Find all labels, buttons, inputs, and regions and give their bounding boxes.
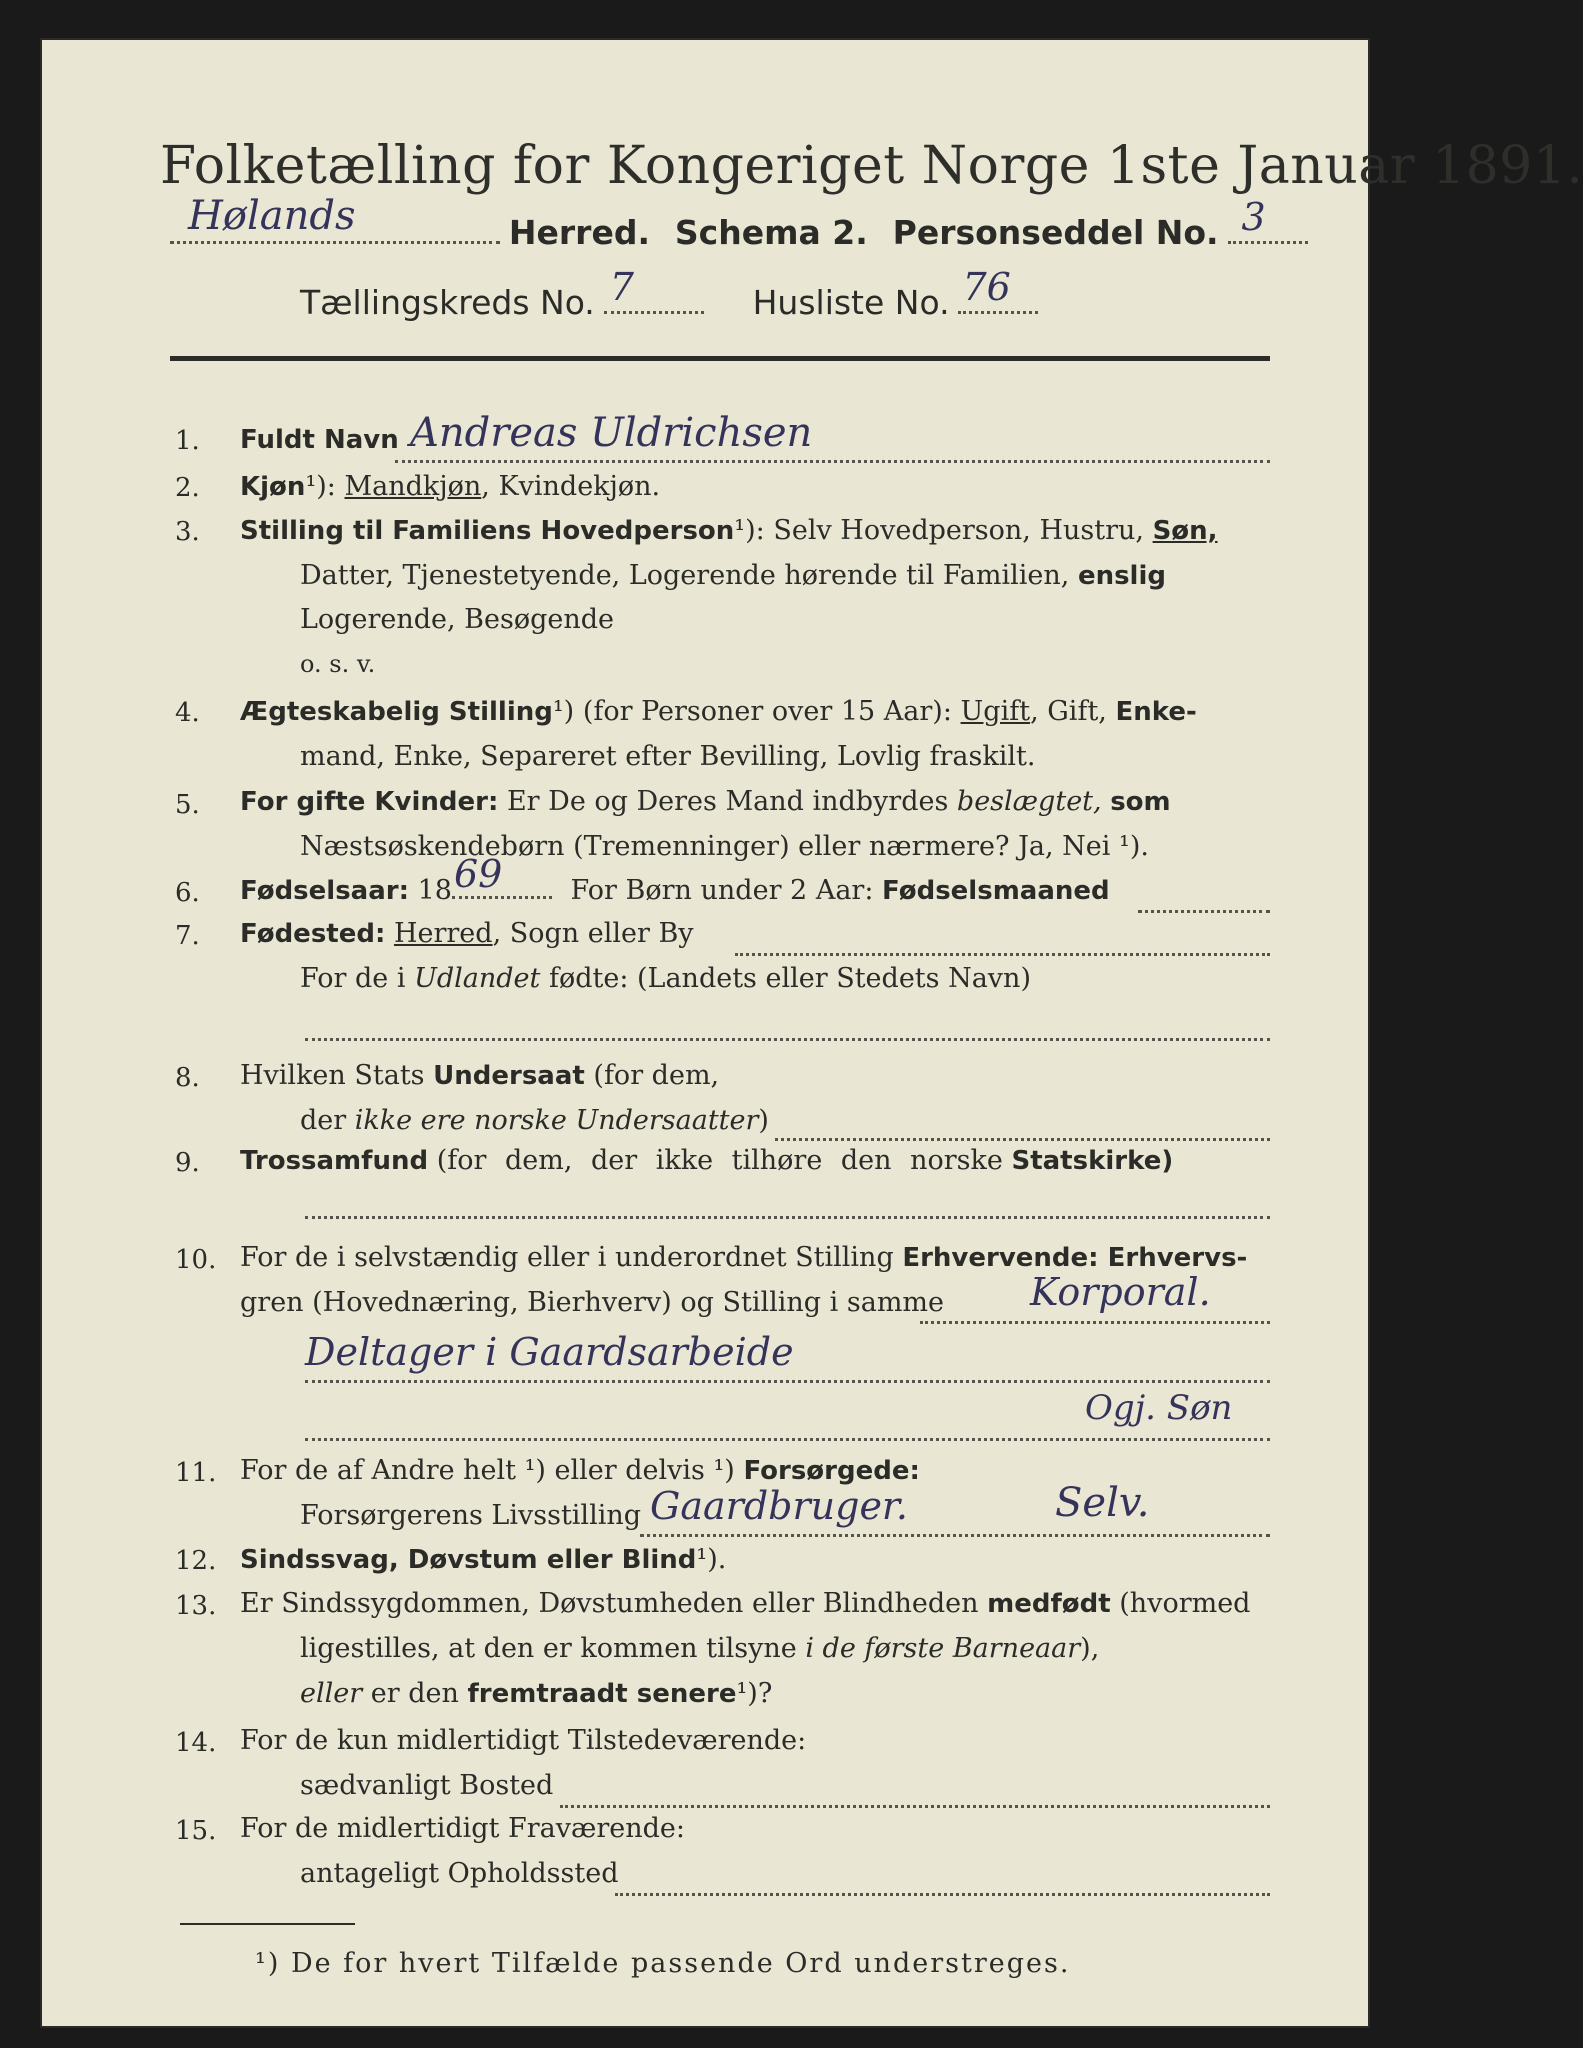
q8-line2 — [300, 1105, 769, 1136]
q13-number: 13. — [175, 1591, 217, 1621]
q10-handwriting-1: Korporal. — [1030, 1270, 1211, 1314]
husliste-field — [958, 265, 1038, 314]
footnote: ¹) De for hvert Tilfælde passende Ord understreges. — [255, 1948, 1071, 1979]
q3-options-2: Datter, Tjenestetyende, Logerende hørende til Familien, — [300, 560, 1070, 591]
q2-sup: ¹): — [305, 471, 336, 502]
form-title: Folketælling for Kongeriget Norge 1ste Januar 1891. — [160, 136, 1583, 196]
q13-sup: ¹)? — [736, 1678, 773, 1709]
q6-month-line — [1138, 910, 1270, 913]
q11-handwriting-1: Gaardbruger. — [650, 1484, 909, 1528]
q5-som: som — [1110, 787, 1171, 817]
herred-field — [170, 193, 500, 244]
q13-barneaar: i de første Barneaar — [805, 1633, 1081, 1664]
q4-line2: mand, Enke, Separeret efter Bevilling, Lovlig fraskilt. — [300, 741, 1036, 772]
q3-line4: o. s. v. — [300, 650, 376, 678]
q4-label: Ægteskabelig Stilling — [240, 697, 553, 727]
q10-erhvervende: Erhvervende: Erhvervs- — [902, 1243, 1248, 1273]
q13-ligestilles: ligestilles, at den er kommen tilsyne — [300, 1633, 797, 1664]
q13-line3 — [300, 1678, 772, 1709]
husliste-label: Husliste No. — [752, 283, 950, 322]
q7-rest: , Sogn eller By — [492, 918, 694, 949]
q7-line2 — [300, 963, 1031, 994]
q5-line2: Næstsøskendebørn (Tremenninger) eller nærmere? Ja, Nei ¹). — [300, 831, 1149, 862]
q13-line2 — [300, 1633, 1099, 1664]
q14-number: 14. — [175, 1728, 217, 1758]
q2-number: 2. — [175, 473, 200, 503]
q5-line1 — [240, 786, 1171, 817]
q6-century: 18 — [417, 875, 452, 906]
q10-answer-line-3 — [305, 1438, 1270, 1441]
q3-sup: ¹): — [734, 515, 765, 546]
q5-question: Er De og Deres Mand indbyrdes — [506, 786, 949, 817]
q7-label: Fødested: — [240, 919, 386, 949]
q7-udlandet: Udlandet — [414, 963, 541, 994]
q10-line2: gren (Hovednæring, Bierhverv) og Stilling i samme — [240, 1287, 945, 1318]
q8-close: ) — [758, 1105, 769, 1136]
q11-forsorgede: Forsørgede: — [743, 1456, 920, 1486]
q8-line1 — [240, 1060, 719, 1091]
q1-answer-handwriting: Andreas Uldrichsen — [410, 410, 813, 456]
q10-answer-line-2 — [305, 1380, 1270, 1383]
q13-question: Er Sindssygdommen, Døvstumheden eller Blindheden — [240, 1588, 979, 1619]
kreds-label: Tællingskreds No. — [300, 283, 595, 322]
q2-rest: , Kvindekjøn. — [481, 471, 661, 502]
q3-option-enslig: enslig — [1077, 561, 1166, 591]
q12-number: 12. — [175, 1546, 217, 1576]
q3-options-1: Selv Hovedperson, Hustru, — [773, 515, 1144, 546]
q9-answer-line — [305, 1216, 1270, 1219]
q7-option-herred: Herred — [393, 918, 493, 949]
q4-option-enke: Enke- — [1115, 697, 1197, 727]
q13-senere: fremtraadt senere — [467, 1679, 737, 1709]
personseddel-field — [1228, 195, 1308, 244]
q11-line1 — [240, 1455, 920, 1486]
q7-line1 — [240, 918, 694, 949]
q15-line1: For de midlertidigt Fraværende: — [240, 1813, 686, 1844]
q1-number: 1. — [175, 426, 200, 456]
q9-number: 9. — [175, 1148, 200, 1178]
q10-handwriting-3: Ogj. Søn — [1085, 1388, 1233, 1428]
q14-line1: For de kun midlertidigt Tilstedeværende: — [240, 1725, 807, 1756]
q10-answer-line-1 — [920, 1321, 1270, 1324]
q6-line — [240, 852, 1110, 906]
q12-sup: ¹). — [696, 1544, 727, 1575]
q11-number: 11. — [175, 1458, 217, 1488]
q5-beslaegtet: beslægtet, — [956, 786, 1102, 817]
q12-label: Sindssvag, Døvstum eller Blind — [240, 1545, 697, 1575]
census-form-sheet — [40, 38, 1583, 2028]
footnote-rule — [180, 1923, 355, 1925]
herred-handwriting: Hølands — [188, 193, 356, 239]
q1-answer-line — [395, 460, 1270, 463]
q8-not-norwegian: ikke ere norske Undersaatter — [354, 1105, 759, 1136]
q8-number: 8. — [175, 1063, 200, 1093]
q3-label: Stilling til Familiens Hovedperson — [240, 516, 735, 546]
q13-line1 — [240, 1588, 1250, 1619]
q6-fodselsmaaned: Fødselsmaaned — [882, 876, 1110, 906]
personseddel-label: Personseddel No. — [892, 213, 1219, 252]
q3-line2 — [300, 560, 1166, 591]
kreds-line — [300, 265, 1038, 322]
q15-line2: antageligt Opholdssted — [300, 1858, 619, 1889]
q11-answer-line — [640, 1534, 1270, 1537]
q3-line3: Logerende, Besøgende — [300, 604, 614, 635]
q4-number: 4. — [175, 698, 200, 728]
q8-answer-line — [775, 1138, 1270, 1141]
q7-abroad-line — [305, 1038, 1270, 1041]
q12-line — [240, 1544, 726, 1575]
q15-answer-line — [615, 1893, 1270, 1896]
q4-sup: ¹) — [552, 696, 575, 727]
kreds-field — [604, 265, 704, 314]
q7-number: 7. — [175, 921, 200, 951]
q9-label: Trossamfund — [240, 1146, 429, 1176]
q2-option-mandkjon: Mandkjøn — [344, 471, 482, 502]
q10-line1 — [240, 1242, 1247, 1273]
q9-statskirke: Statskirke) — [1011, 1146, 1174, 1176]
q14-answer-line — [560, 1805, 1270, 1808]
q10-handwriting-2: Deltager i Gaardsarbeide — [305, 1330, 794, 1374]
q11-question: For de af Andre helt ¹) eller delvis ¹) — [240, 1455, 735, 1486]
q15-number: 15. — [175, 1816, 217, 1846]
q13-hvormed: (hvormed — [1119, 1588, 1251, 1619]
q6-label: Fødselsaar: — [240, 876, 409, 906]
q13-close: ), — [1080, 1633, 1100, 1664]
q10-question: For de i selvstændig eller i underordnet Stilling — [240, 1242, 894, 1273]
q5-number: 5. — [175, 790, 200, 820]
q2-label: Kjøn — [240, 472, 306, 502]
q1-label: Fuldt Navn — [240, 425, 399, 455]
q3-number: 3. — [175, 517, 200, 547]
q3-option-son: Søn, — [1152, 516, 1218, 546]
q4-option-gift: , Gift, — [1030, 696, 1107, 727]
q6-year-handwriting: 69 — [453, 852, 503, 896]
herred-label: Herred. — [508, 213, 650, 252]
q11-line2: Forsørgerens Livsstilling — [300, 1500, 642, 1531]
q3-line1 — [240, 515, 1218, 546]
q7-abroad-a: For de i — [300, 963, 406, 994]
q10-number: 10. — [175, 1245, 217, 1275]
personseddel-number: 3 — [1241, 195, 1266, 239]
q4-line1 — [240, 696, 1197, 727]
q14-line2: sædvanligt Bosted — [300, 1770, 554, 1801]
kreds-number: 7 — [609, 265, 634, 309]
q1-text — [240, 424, 399, 455]
q4-option-ugift: Ugift — [960, 696, 1031, 727]
q9-line1 — [240, 1145, 1173, 1176]
q11-handwriting-2: Selv. — [1055, 1480, 1150, 1526]
q8-undersaat: Undersaat — [433, 1061, 585, 1091]
schema-label: Schema 2. — [674, 213, 868, 252]
q13-eller: eller — [300, 1678, 363, 1709]
q8-label: Hvilken Stats — [240, 1060, 425, 1091]
q6-born-under-2: For Børn under 2 Aar: — [570, 875, 874, 906]
q13-er-den: er den — [370, 1678, 459, 1709]
q6-year-field — [452, 852, 552, 899]
q6-number: 6. — [175, 878, 200, 908]
q8-condition: (for dem, — [593, 1060, 720, 1091]
q7-answer-line — [735, 953, 1270, 956]
q5-label: For gifte Kvinder: — [240, 787, 499, 817]
husliste-number: 76 — [962, 265, 1011, 309]
q2-text — [240, 471, 660, 502]
header-divider — [170, 356, 1270, 361]
q4-condition: (for Personer over 15 Aar): — [582, 696, 952, 727]
q9-condition: (for dem, der ikke tilhøre den norske — [436, 1145, 1003, 1176]
q8-der: der — [300, 1105, 347, 1136]
herred-line — [170, 193, 1308, 252]
q7-abroad-b: fødte: (Landets eller Stedets Navn) — [548, 963, 1031, 994]
q13-medfodt: medfødt — [987, 1589, 1111, 1619]
